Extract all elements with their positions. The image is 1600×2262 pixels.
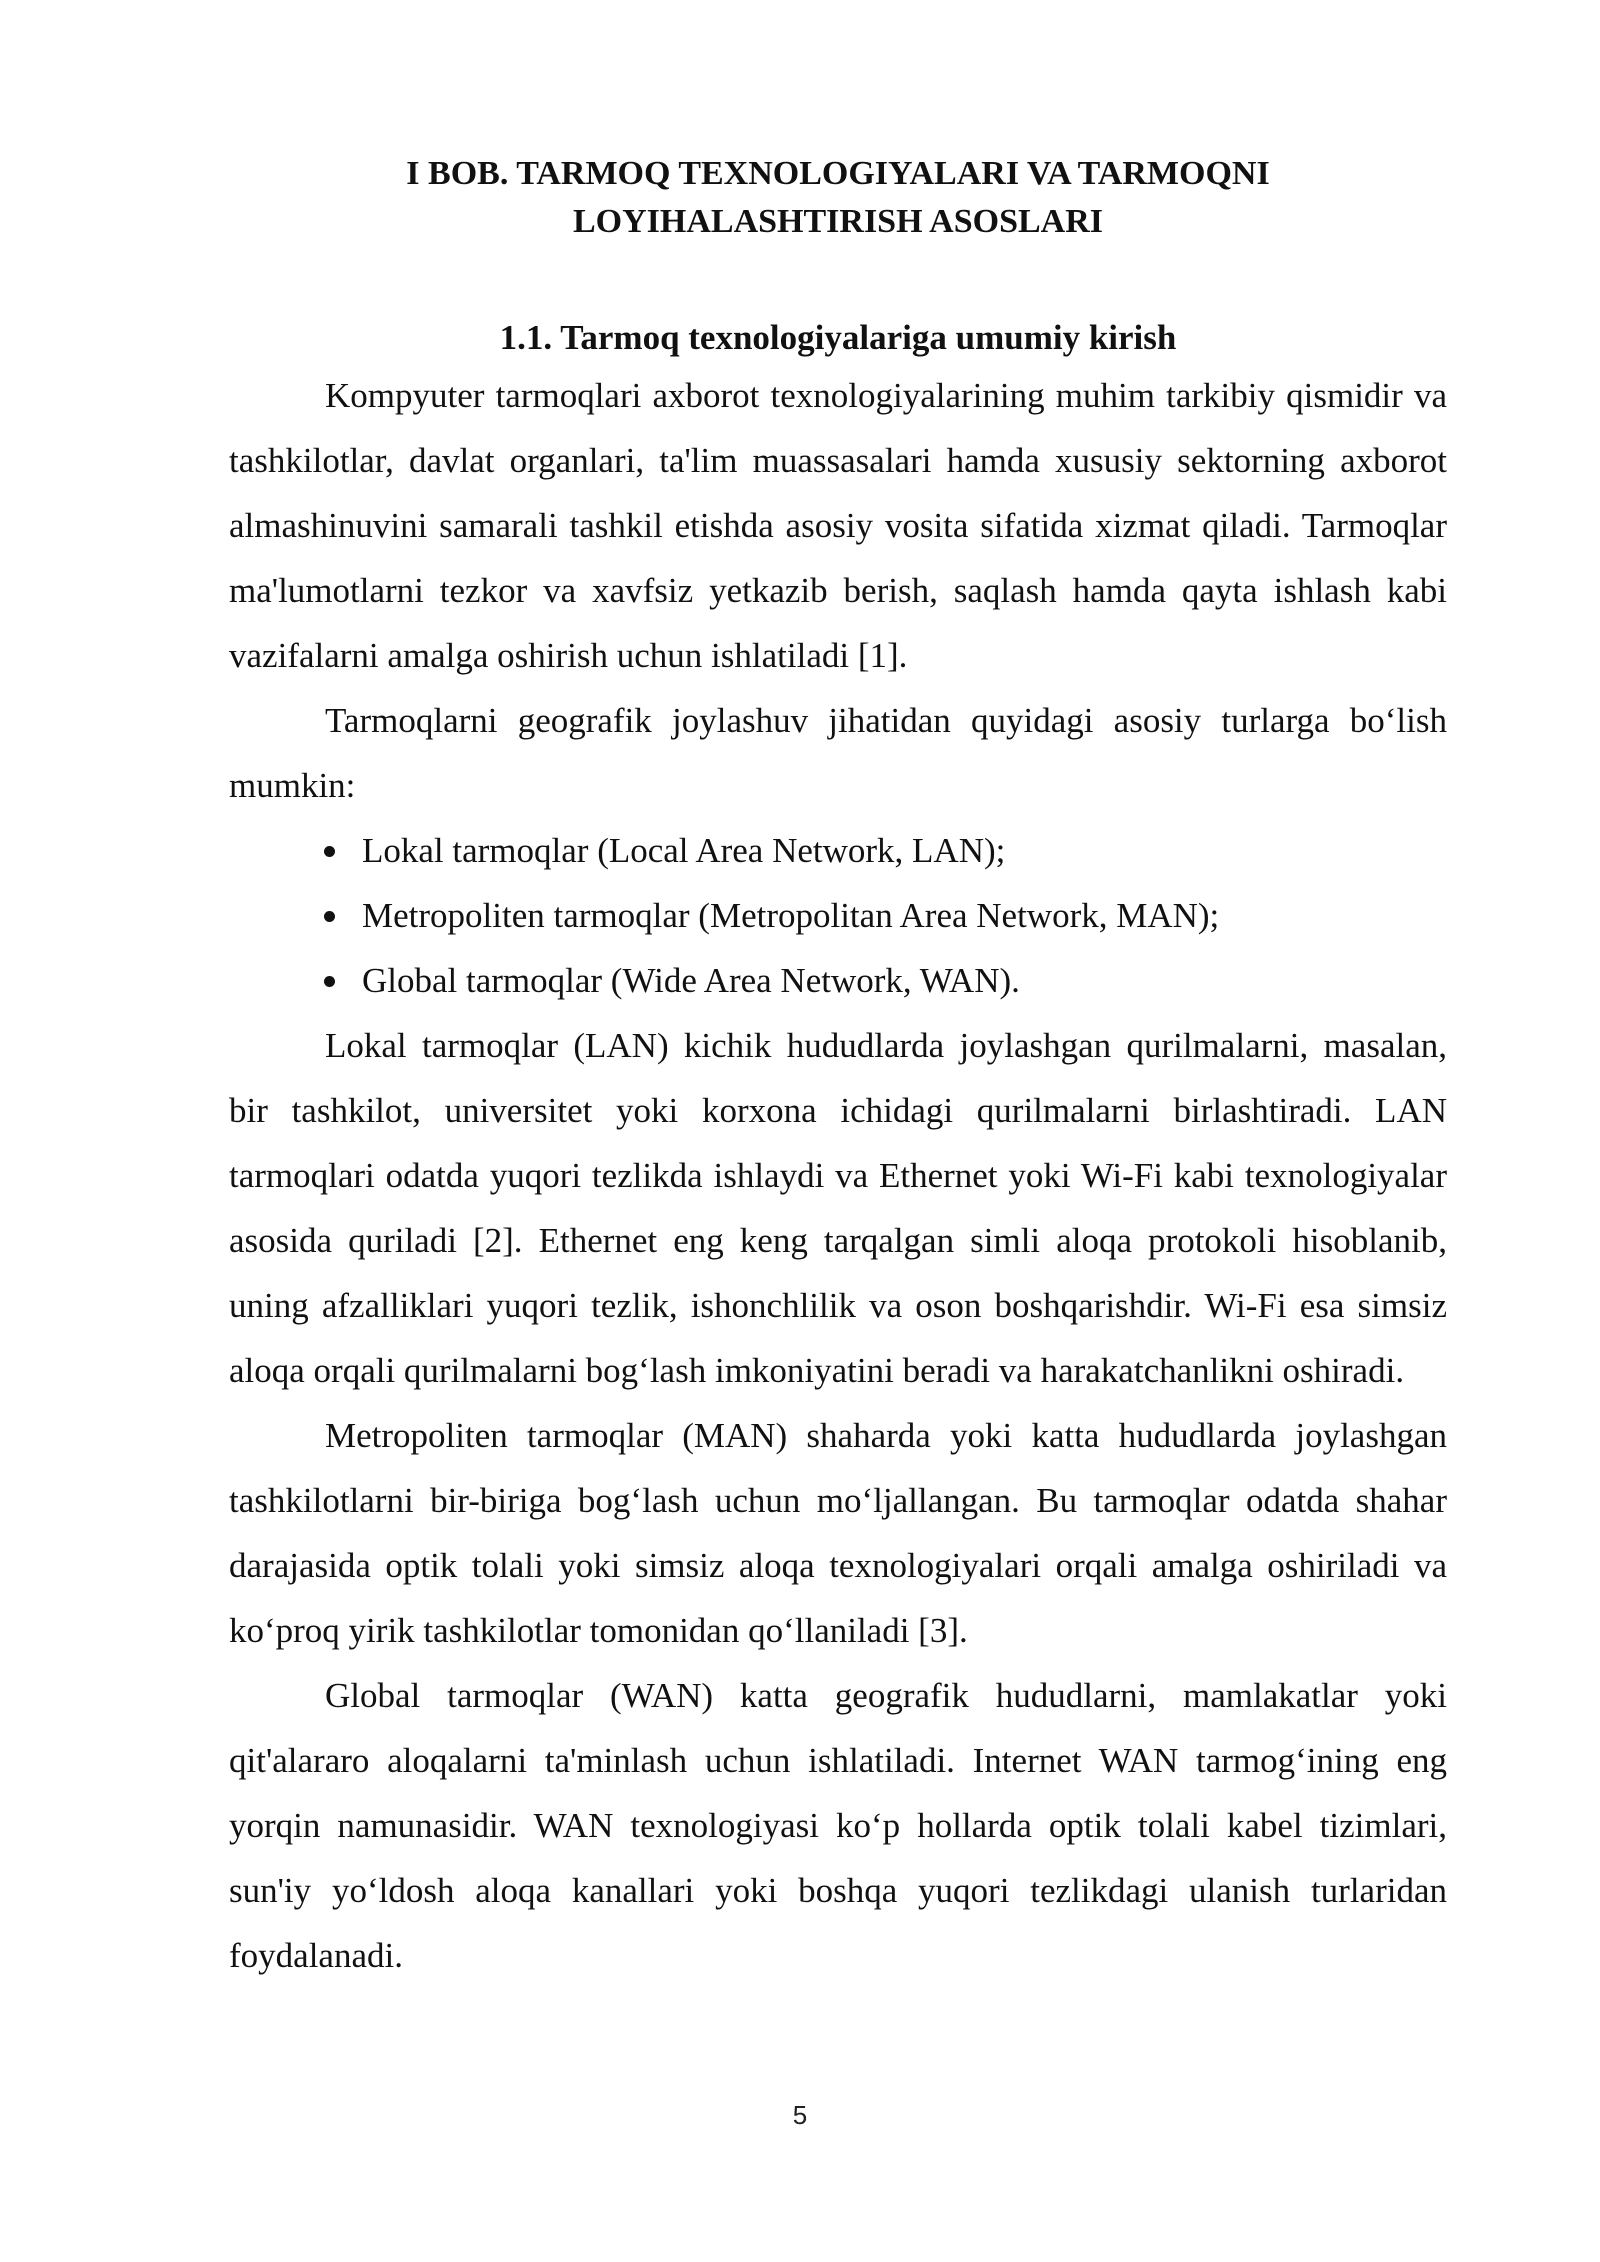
list-item (229, 818, 1447, 883)
body-paragraph: Lokal tarmoqlar (LAN) kichik hududlarda joylashgan qurilmalarni, masalan, bir tashkilot, universitet yoki korxona ichidagi qurilmalarni birlashtiradi. LAN tarmoqlari odatda yuqori tezlikda ishlaydi va Ethernet yoki Wi-Fi kabi texnologiyalar asosida quriladi [2]. Ethernet eng keng tarqalgan simli aloqa protokoli hisoblanib, uning afzalliklari yuqori tezlik, ishonchlilik va oson boshqarishdir. Wi-Fi esa simsiz aloqa orqali qurilmalarni bog‘lash imkoniyatini beradi va harakatchanlikni oshiradi. (229, 1026, 1447, 1390)
bullet-icon (324, 846, 335, 857)
chapter-title (229, 150, 1447, 246)
bullet-icon (324, 976, 335, 987)
body-paragraph: Tarmoqlarni geografik joylashuv jihatidan quyidagi asosiy turlarga bo‘lish mumkin: (229, 701, 1447, 805)
page-content (229, 150, 1447, 1988)
chapter-title-line: I BOB. TARMOQ TEXNOLOGIYALARI VA TARMOQNI (406, 155, 1270, 192)
body-paragraph: Kompyuter tarmoqlari axborot texnologiyalarining muhim tarkibiy qismidir va tashkilotlar, davlat organlari, ta'lim muassasalari hamda xususiy sektorning axborot almashinuvini samarali tashkil etishda asosiy vosita sifatida xizmat qiladi. Tarmoqlar ma'lumotlarni tezkor va xavfsiz yetkazib berish, saqlash hamda qayta ishlash kabi vazifalarni amalga oshirish uchun ishlatiladi [1]. (229, 376, 1447, 675)
list-item-text: Global tarmoqlar (Wide Area Network, WAN). (362, 961, 1020, 1000)
list-item-text: Lokal tarmoqlar (Local Area Network, LAN); (362, 831, 1006, 870)
list-item (229, 948, 1447, 1013)
page-number: 5 (792, 2100, 808, 2130)
list-item-text: Metropoliten tarmoqlar (Metropolitan Area Network, MAN); (362, 896, 1220, 935)
body-paragraph: Global tarmoqlar (WAN) katta geografik hududlarni, mamlakatlar yoki qit'alararo aloqalarni ta'minlash uchun ishlatiladi. Internet WAN tarmog‘ining eng yorqin namunasidir. WAN texnologiyasi ko‘p hollarda optik tolali kabel tizimlari, sun'iy yo‘ldosh aloqa kanallari yoki boshqa yuqori tezlikdagi ulanish turlaridan foydalanadi. (229, 1676, 1447, 1975)
body-paragraph: Metropoliten tarmoqlar (MAN) shaharda yoki katta hududlarda joylashgan tashkilotlarni bir-biriga bog‘lash uchun mo‘ljallangan. Bu tarmoqlar odatda shahar darajasida optik tolali yoki simsiz aloqa texnologiyalari orqali amalga oshiriladi va ko‘proq yirik tashkilotlar tomonidan qo‘llaniladi [3]. (229, 1416, 1447, 1650)
network-types-list (229, 818, 1447, 1013)
chapter-title-line: LOYIHALASHTIRISH ASOSLARI (572, 203, 1103, 240)
section-title: 1.1. Tarmoq texnologiyalariga umumiy kirish (499, 318, 1177, 357)
bullet-icon (324, 911, 335, 922)
list-item (229, 883, 1447, 948)
